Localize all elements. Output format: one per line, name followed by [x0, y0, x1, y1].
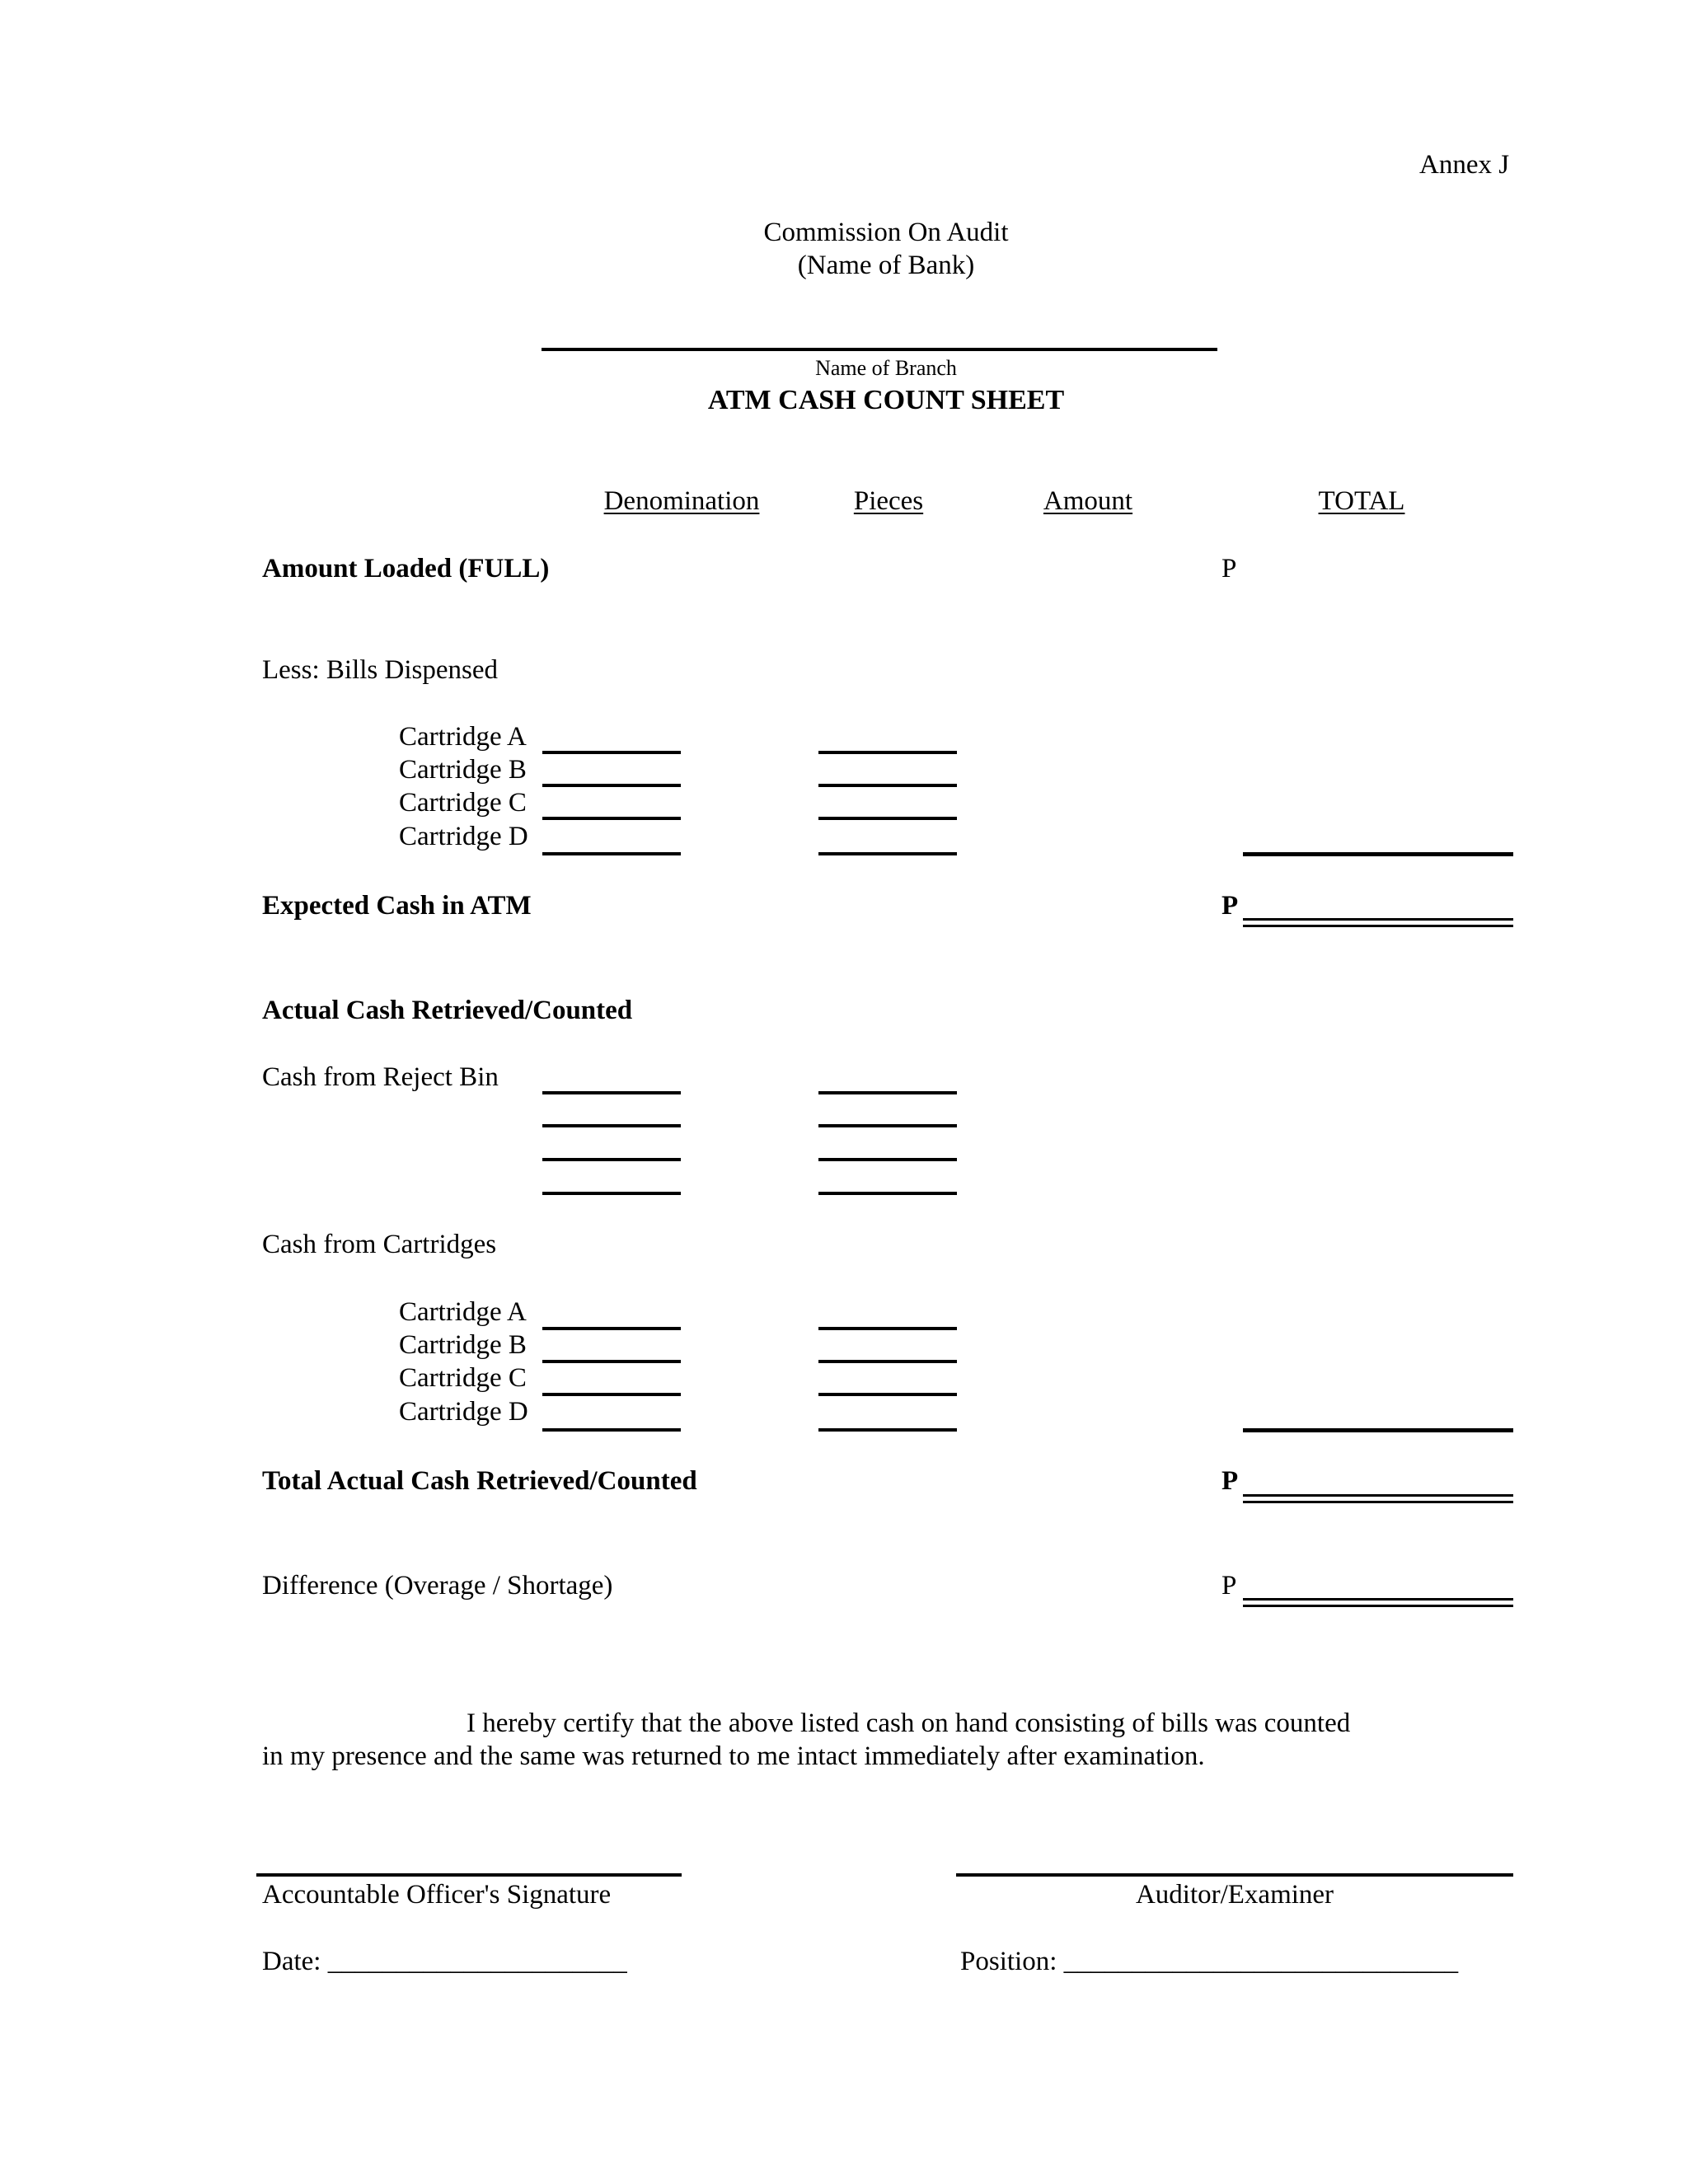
- form-title: ATM CASH COUNT SHEET: [707, 385, 1065, 415]
- dispensed-a-pieces-line: [818, 751, 957, 754]
- reject-bin-denomination-line: [542, 1158, 681, 1161]
- less-bills-dispensed-label: Less: Bills Dispensed: [262, 655, 498, 685]
- dispensed-total-line: [1243, 852, 1513, 856]
- dispensed-cartridge-c-label: Cartridge C: [399, 788, 527, 818]
- counted-cartridge-a-label: Cartridge A: [399, 1297, 527, 1327]
- total-actual-cash-line: [1243, 1494, 1513, 1503]
- auditor-signature-line: [956, 1873, 1513, 1877]
- difference-line: [1243, 1598, 1513, 1607]
- dispensed-d-denomination-line: [542, 852, 681, 855]
- certification-line-2: in my presence and the same was returned to me intact immediately after examination.: [262, 1741, 1205, 1771]
- dispensed-b-pieces-line: [818, 784, 957, 787]
- dispensed-d-pieces-line: [818, 852, 957, 855]
- difference-label: Difference (Overage / Shortage): [262, 1571, 613, 1601]
- date-field: Date: ______________________: [262, 1947, 627, 1976]
- column-total: TOTAL: [1318, 486, 1405, 516]
- cash-from-cartridges-label: Cash from Cartridges: [262, 1230, 497, 1259]
- column-denomination: Denomination: [603, 486, 760, 516]
- reject-bin-denomination-line: [542, 1124, 681, 1127]
- dispensed-cartridge-b-label: Cartridge B: [399, 755, 527, 785]
- column-amount: Amount: [1043, 486, 1133, 516]
- officer-signature-label: Accountable Officer's Signature: [262, 1880, 612, 1910]
- dispensed-c-pieces-line: [818, 817, 957, 820]
- expected-cash-label: Expected Cash in ATM: [262, 891, 532, 921]
- branch-name-line: [542, 348, 1217, 351]
- actual-cash-heading: Actual Cash Retrieved/Counted: [262, 996, 633, 1025]
- counted-cartridge-d-label: Cartridge D: [399, 1397, 528, 1427]
- counted-d-pieces-line: [818, 1428, 957, 1432]
- counted-b-denomination-line: [542, 1360, 681, 1363]
- reject-bin-pieces-line: [818, 1192, 957, 1195]
- total-actual-cash-label: Total Actual Cash Retrieved/Counted: [262, 1466, 697, 1496]
- annex-label: Annex J: [1419, 150, 1510, 180]
- organization-name: Commission On Audit: [763, 218, 1009, 247]
- auditor-signature-label: Auditor/Examiner: [1135, 1880, 1334, 1910]
- dispensed-c-denomination-line: [542, 817, 681, 820]
- branch-caption: Name of Branch: [815, 356, 957, 380]
- counted-c-denomination-line: [542, 1393, 681, 1396]
- counted-total-line: [1243, 1428, 1513, 1432]
- peso-sign: P: [1221, 554, 1237, 583]
- amount-loaded-label: Amount Loaded (FULL): [262, 554, 550, 583]
- peso-sign: P: [1221, 1466, 1239, 1496]
- reject-bin-label: Cash from Reject Bin: [262, 1062, 499, 1092]
- dispensed-a-denomination-line: [542, 751, 681, 754]
- dispensed-b-denomination-line: [542, 784, 681, 787]
- expected-cash-total-line: [1243, 918, 1513, 927]
- dispensed-cartridge-a-label: Cartridge A: [399, 722, 527, 752]
- peso-sign: P: [1221, 1571, 1237, 1601]
- position-field: Position: _____________________________: [960, 1947, 1459, 1976]
- dispensed-cartridge-d-label: Cartridge D: [399, 822, 528, 851]
- reject-bin-pieces-line: [818, 1124, 957, 1127]
- reject-bin-pieces-line: [818, 1091, 957, 1094]
- counted-d-denomination-line: [542, 1428, 681, 1432]
- counted-cartridge-c-label: Cartridge C: [399, 1363, 527, 1393]
- column-pieces: Pieces: [853, 486, 924, 516]
- bank-name-placeholder: (Name of Bank): [797, 251, 975, 280]
- certification-line-1: I hereby certify that the above listed cash on hand consisting of bills was counted: [467, 1708, 1351, 1738]
- counted-c-pieces-line: [818, 1393, 957, 1396]
- counted-b-pieces-line: [818, 1360, 957, 1363]
- peso-sign: P: [1221, 891, 1239, 921]
- reject-bin-denomination-line: [542, 1091, 681, 1094]
- reject-bin-pieces-line: [818, 1158, 957, 1161]
- officer-signature-line: [256, 1873, 682, 1877]
- counted-a-denomination-line: [542, 1327, 681, 1330]
- counted-cartridge-b-label: Cartridge B: [399, 1330, 527, 1360]
- counted-a-pieces-line: [818, 1327, 957, 1330]
- reject-bin-denomination-line: [542, 1192, 681, 1195]
